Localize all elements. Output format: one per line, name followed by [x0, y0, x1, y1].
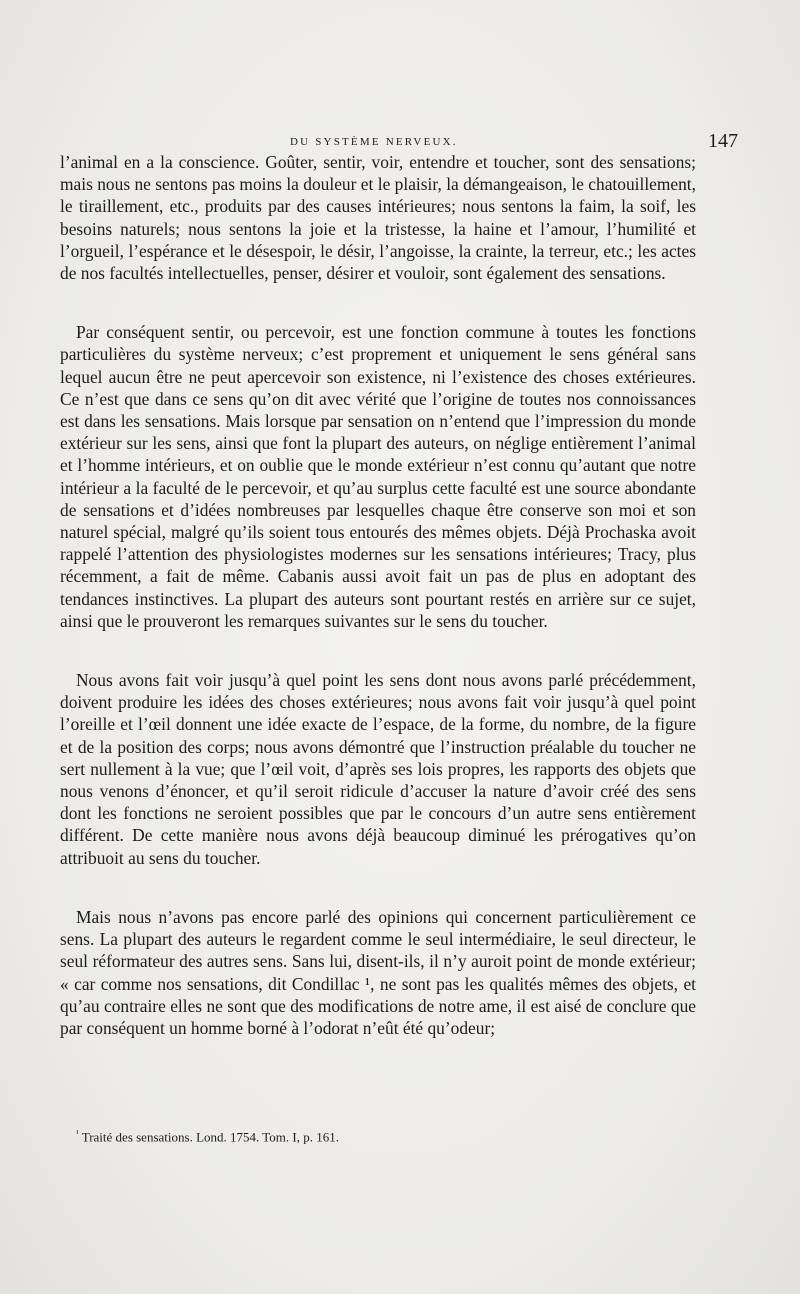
paragraph-3: Nous avons fait voir jusqu’à quel point les sens dont nous avons parlé précédemment, doivent produire les idées des choses extérieures; nous avons fait voir jusqu’à quel point l’oreille et l’œil donnent une idée exacte de l’espace, de la forme, du nombre, de la figure et de la position des corps; nous avons démontré que l’instruction préalable du toucher ne sert nullement à la vue; que l’œil voit, d’après ses lois propres, les rapports des objets que nous venons d’énoncer, et qu’il seroit ridicule d’accuser la nature d’avoir créé des sens dont les fonctions ne seroient possibles que par le concours d’un autre sens entièrement différent. De cette manière nous avons déjà beaucoup diminué les prérogatives qu’on attribuoit au sens du toucher.	[60, 670, 696, 868]
footnote-marker: ¹	[76, 1128, 79, 1138]
paragraph-4: Mais nous n’avons pas encore parlé des opinions qui concernent particulièrement ce sens. La plupart des auteurs le regardent comme le seul intermédiaire, le seul directeur, le seul réformateur des autres sens. Sans lui, disent-ils, il n’y auroit point de monde extérieur; « car comme nos sensations, dit Condillac ¹, ne sont pas les qualités mêmes des objets, et qu’au contraire elles ne sont que des modifications de notre ame, il est aisé de conclure que par conséquent un homme borné à l’odorat n’eût été qu’odeur;	[60, 906, 696, 1038]
paragraph-2: Par conséquent sentir, ou percevoir, est une fonction commune à toutes les fonctions particulières du système nerveux; c’est proprement et uniquement le sens général sans lequel aucun être ne peut apercevoir son existence, ni l’existence des choses extérieures. Ce n’est que dans ce sens qu’on dit avec vérité que l’origine de toutes nos connoissances est dans les sensations. Mais lorsque par sensation on n’entend que l’impression du monde extérieur sur les sens, ainsi que font la plupart des auteurs, on néglige entièrement l’animal et l’homme intérieurs, et on oublie que le monde extérieur n’est connu qu’autant que notre intérieur a la faculté de le percevoir, et qu’au surplus cette faculté est une source abondante de sensations et d’idées nombreuses par lesquelles chaque être conserve son moi et son naturel spécial, malgré qu’ils soient tous entourés des mêmes objets. Déjà Prochaska avoit rappelé l’attention des physiologistes modernes sur les sensations intérieures; Tracy, plus récemment, a fait de même. Cabanis aussi avoit fait un pas de plus en adoptant des tendances instinctives. La plupart des auteurs sont pourtant restés en arrière sur ce sujet, ainsi que le prouveront les remarques suivantes sur le sens du toucher.	[60, 322, 696, 631]
paragraph-1: l’animal en a la conscience. Goûter, sentir, voir, entendre et toucher, sont des sensations; mais nous ne sentons pas moins la douleur et le plaisir, la démangeaison, le chatouillement, le tiraillement, etc., produits par des causes intérieures; nous sentons la faim, la soif, les besoins naturels; nous sentons la joie et la tristesse, la haine et l’amour, l’humilité et l’orgueil, l’espérance et le désespoir, le désir, l’angoisse, la crainte, la terreur, etc.; les actes de nos facultés intellectuelles, penser, désirer et vouloir, sont également des sensations.	[60, 152, 696, 284]
footnote	[76, 1128, 339, 1145]
running-head: DU SYSTÈME NERVEUX.	[290, 136, 458, 148]
footnote-text: Traité des sensations. Lond. 1754. Tom. I, p. 161.	[81, 1129, 339, 1145]
body-text	[60, 151, 696, 1039]
page-number: 147	[708, 130, 738, 152]
